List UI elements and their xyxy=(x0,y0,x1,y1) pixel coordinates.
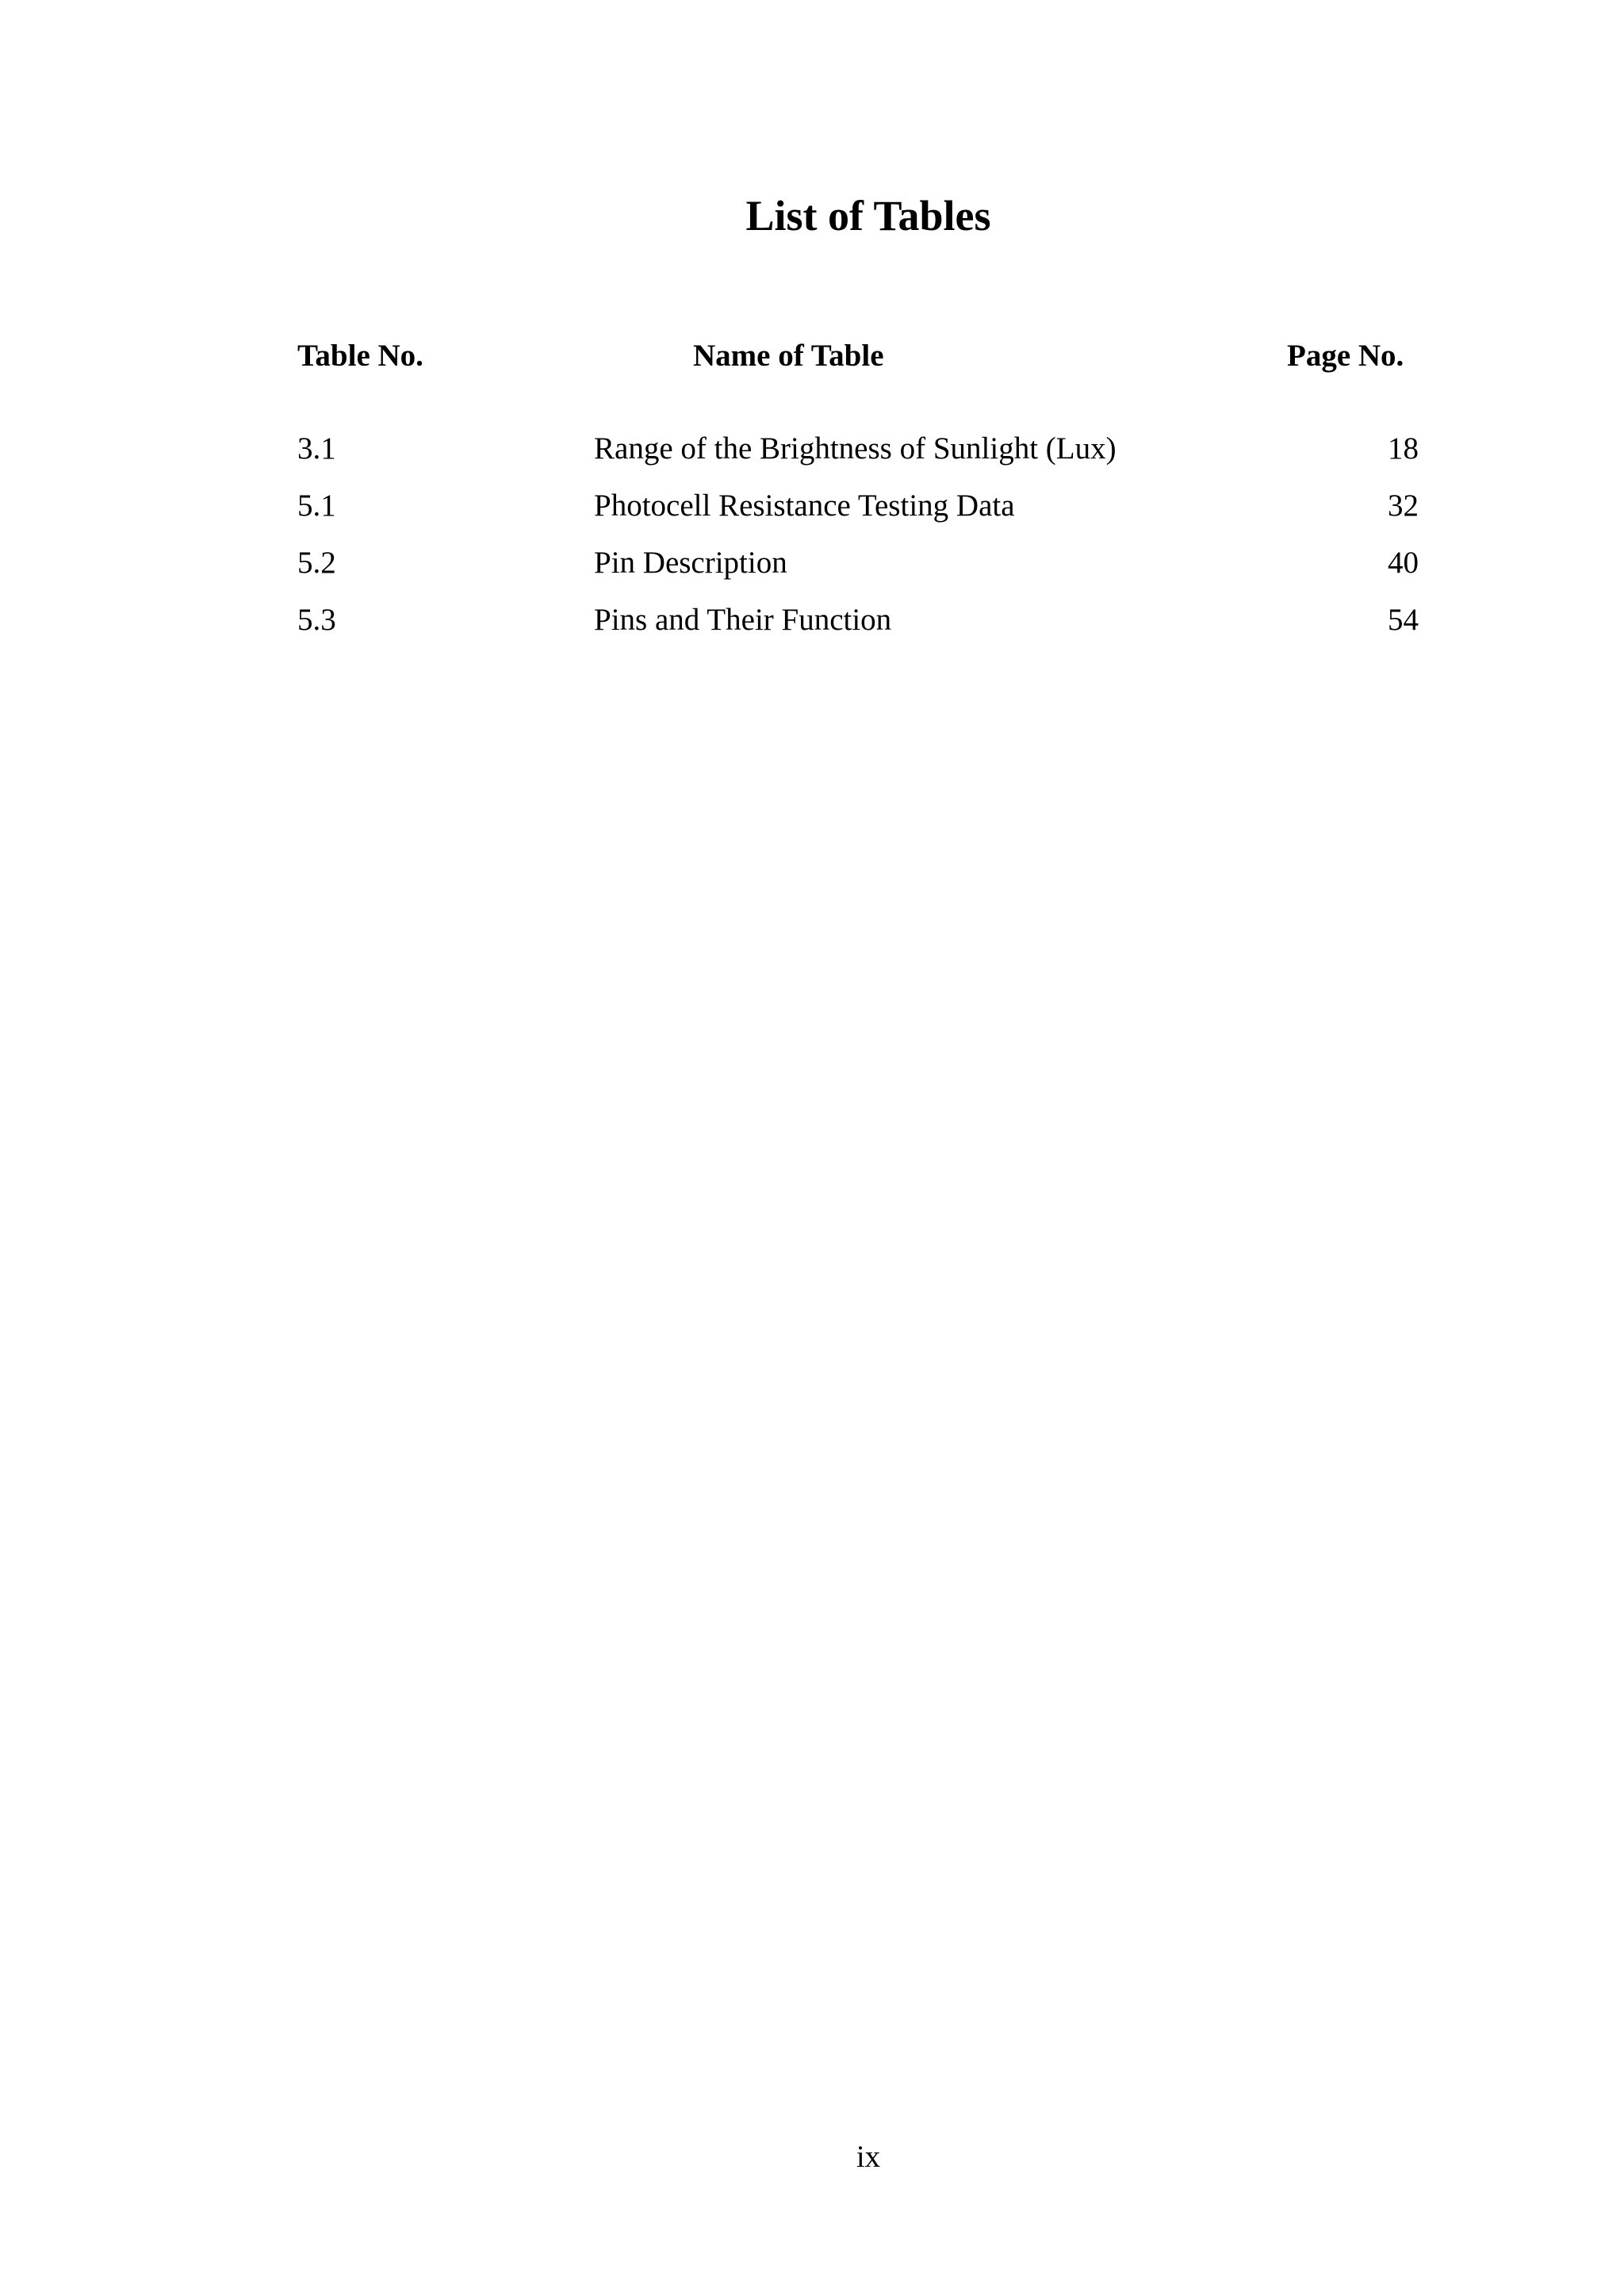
column-header-name-of-table: Name of Table xyxy=(693,339,884,373)
table-list-row xyxy=(0,541,1624,598)
column-header-page-no: Page No. xyxy=(1287,339,1404,373)
table-name: Range of the Brightness of Sunlight (Lux) xyxy=(594,431,1116,466)
table-number: 5.2 xyxy=(297,546,336,580)
table-page-number: 32 xyxy=(1388,489,1419,523)
table-list-row xyxy=(0,484,1624,541)
table-number: 5.1 xyxy=(297,489,336,523)
table-number: 3.1 xyxy=(297,431,336,466)
table-name: Pin Description xyxy=(594,546,787,580)
table-list-row xyxy=(0,427,1624,484)
table-page-number: 40 xyxy=(1388,546,1419,580)
table-list-row xyxy=(0,598,1624,655)
table-list xyxy=(0,427,1624,655)
table-name: Photocell Resistance Testing Data xyxy=(594,489,1015,523)
table-page-number: 18 xyxy=(1388,431,1419,466)
page-title: List of Tables xyxy=(745,192,991,240)
page-number: ix xyxy=(856,2140,881,2174)
table-page-number: 54 xyxy=(1388,603,1419,637)
column-header-table-no: Table No. xyxy=(297,339,423,373)
table-number: 5.3 xyxy=(297,603,336,637)
table-name: Pins and Their Function xyxy=(594,603,892,637)
